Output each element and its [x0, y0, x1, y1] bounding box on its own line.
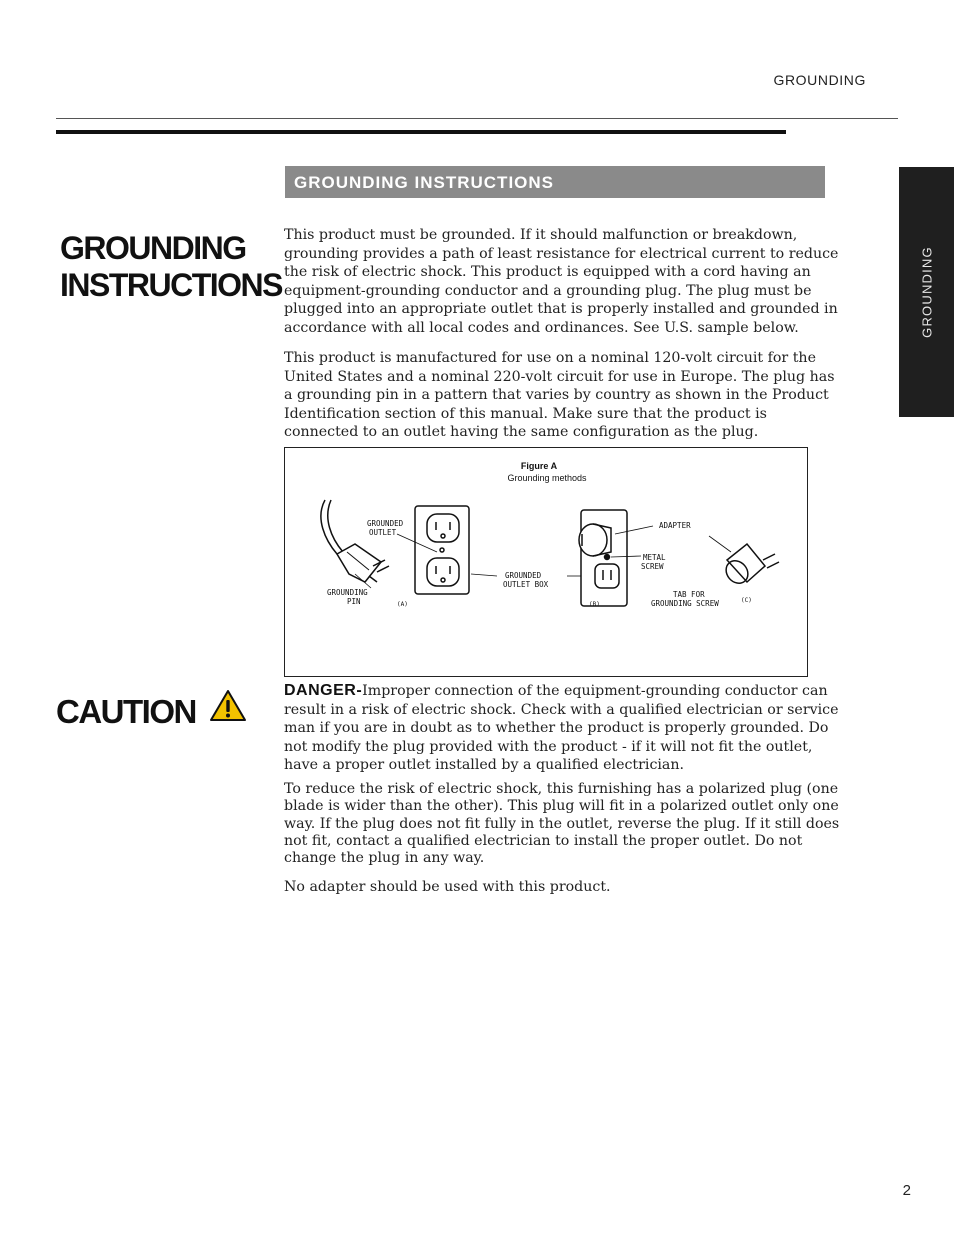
grounding-plug-illustration [321, 500, 389, 582]
side-tab-label: GROUNDING [919, 246, 934, 338]
grounded-outlet-illustration [415, 506, 469, 594]
figure-title: Figure A [520, 461, 558, 471]
adapter-outlet-illustration [579, 510, 627, 606]
label-metal-screw-1: METAL [643, 553, 666, 562]
label-grounded-box-2: OUTLET BOX [503, 580, 549, 589]
label-grounded-box-1: GROUNDED [505, 571, 542, 580]
page-title-line1: GROUNDING [60, 230, 246, 266]
page-title-line2: INSTRUCTIONS [60, 267, 282, 303]
running-header: GROUNDING [773, 72, 866, 88]
figure-grounding-methods [284, 447, 808, 677]
danger-text: Improper connection of the equipment-grounding conductor can result in a risk of electric shock. Check with a qualified electrician or service man if you are in doubt as to whether the product is properly grounded. Do not modify the plug provided with the product - if it will not fit the outlet, have a proper outlet installed by a qualified electrician. [284, 683, 839, 773]
section-heading: GROUNDING INSTRUCTIONS [294, 173, 554, 192]
page-number: 2 [902, 1182, 911, 1199]
danger-label: DANGER- [284, 682, 363, 699]
figure-leader-lines [355, 526, 731, 588]
label-c: (C) [741, 597, 752, 604]
adapter-illustration [722, 544, 779, 588]
paragraph-voltage: This product is manufactured for use on a nominal 120-volt circuit for the United States and a nominal 220-volt circuit for use in Europe. The plug has a grounding pin in a pattern that varies by country as shown in the Product Identification section of this manual. Make sure that the product is connected to an outlet having the same configuration as the plug. [284, 350, 835, 440]
paragraph-polarized-plug: To reduce the risk of electric shock, this furnishing has a polarized plug (one blade is wider than the other). This plug will fit in a polarized outlet only one way. If the plug does not fit fully in the outlet, reverse the plug. If it still does not fit, contact a qualified electrician to install the proper outlet. Do not change the plug in any way. [284, 781, 840, 867]
label-b: (B) [589, 601, 600, 608]
caution-heading: CAUTION [56, 693, 196, 730]
side-tab [899, 167, 954, 417]
paragraph-grounding: This product must be grounded. If it should malfunction or breakdown, grounding provides a path of least resistance for electrical current to reduce the risk of electric shock. This product is equipped with a cord having an equipment-grounding conductor and a grounding plug. The plug must be plugged into an appropriate outlet that is properly installed and grounded in accordance with all local codes and ordinances. See U.S. sample below. [284, 227, 839, 336]
warning-triangle-icon [209, 689, 247, 723]
label-tab-2: GROUNDING SCREW [651, 599, 719, 608]
label-grounding-pin-1: GROUNDING [327, 588, 368, 597]
page-title [60, 230, 282, 304]
label-metal-screw-2: SCREW [641, 562, 664, 571]
header-rule-thick [56, 130, 786, 134]
figure-subtitle: Grounding methods [507, 473, 587, 483]
label-grounding-pin-2: PIN [347, 597, 361, 606]
label-grounded-outlet-2: OUTLET [369, 528, 397, 537]
label-a: (A) [397, 601, 408, 608]
label-adapter: ADAPTER [659, 521, 691, 530]
label-grounded-outlet-1: GROUNDED [367, 519, 404, 528]
paragraph-no-adapter: No adapter should be used with this product. [284, 879, 611, 895]
paragraph-danger [284, 682, 844, 775]
label-tab-1: TAB FOR [673, 590, 705, 599]
header-rule-thin [56, 118, 898, 119]
section-heading-bar [285, 166, 825, 198]
